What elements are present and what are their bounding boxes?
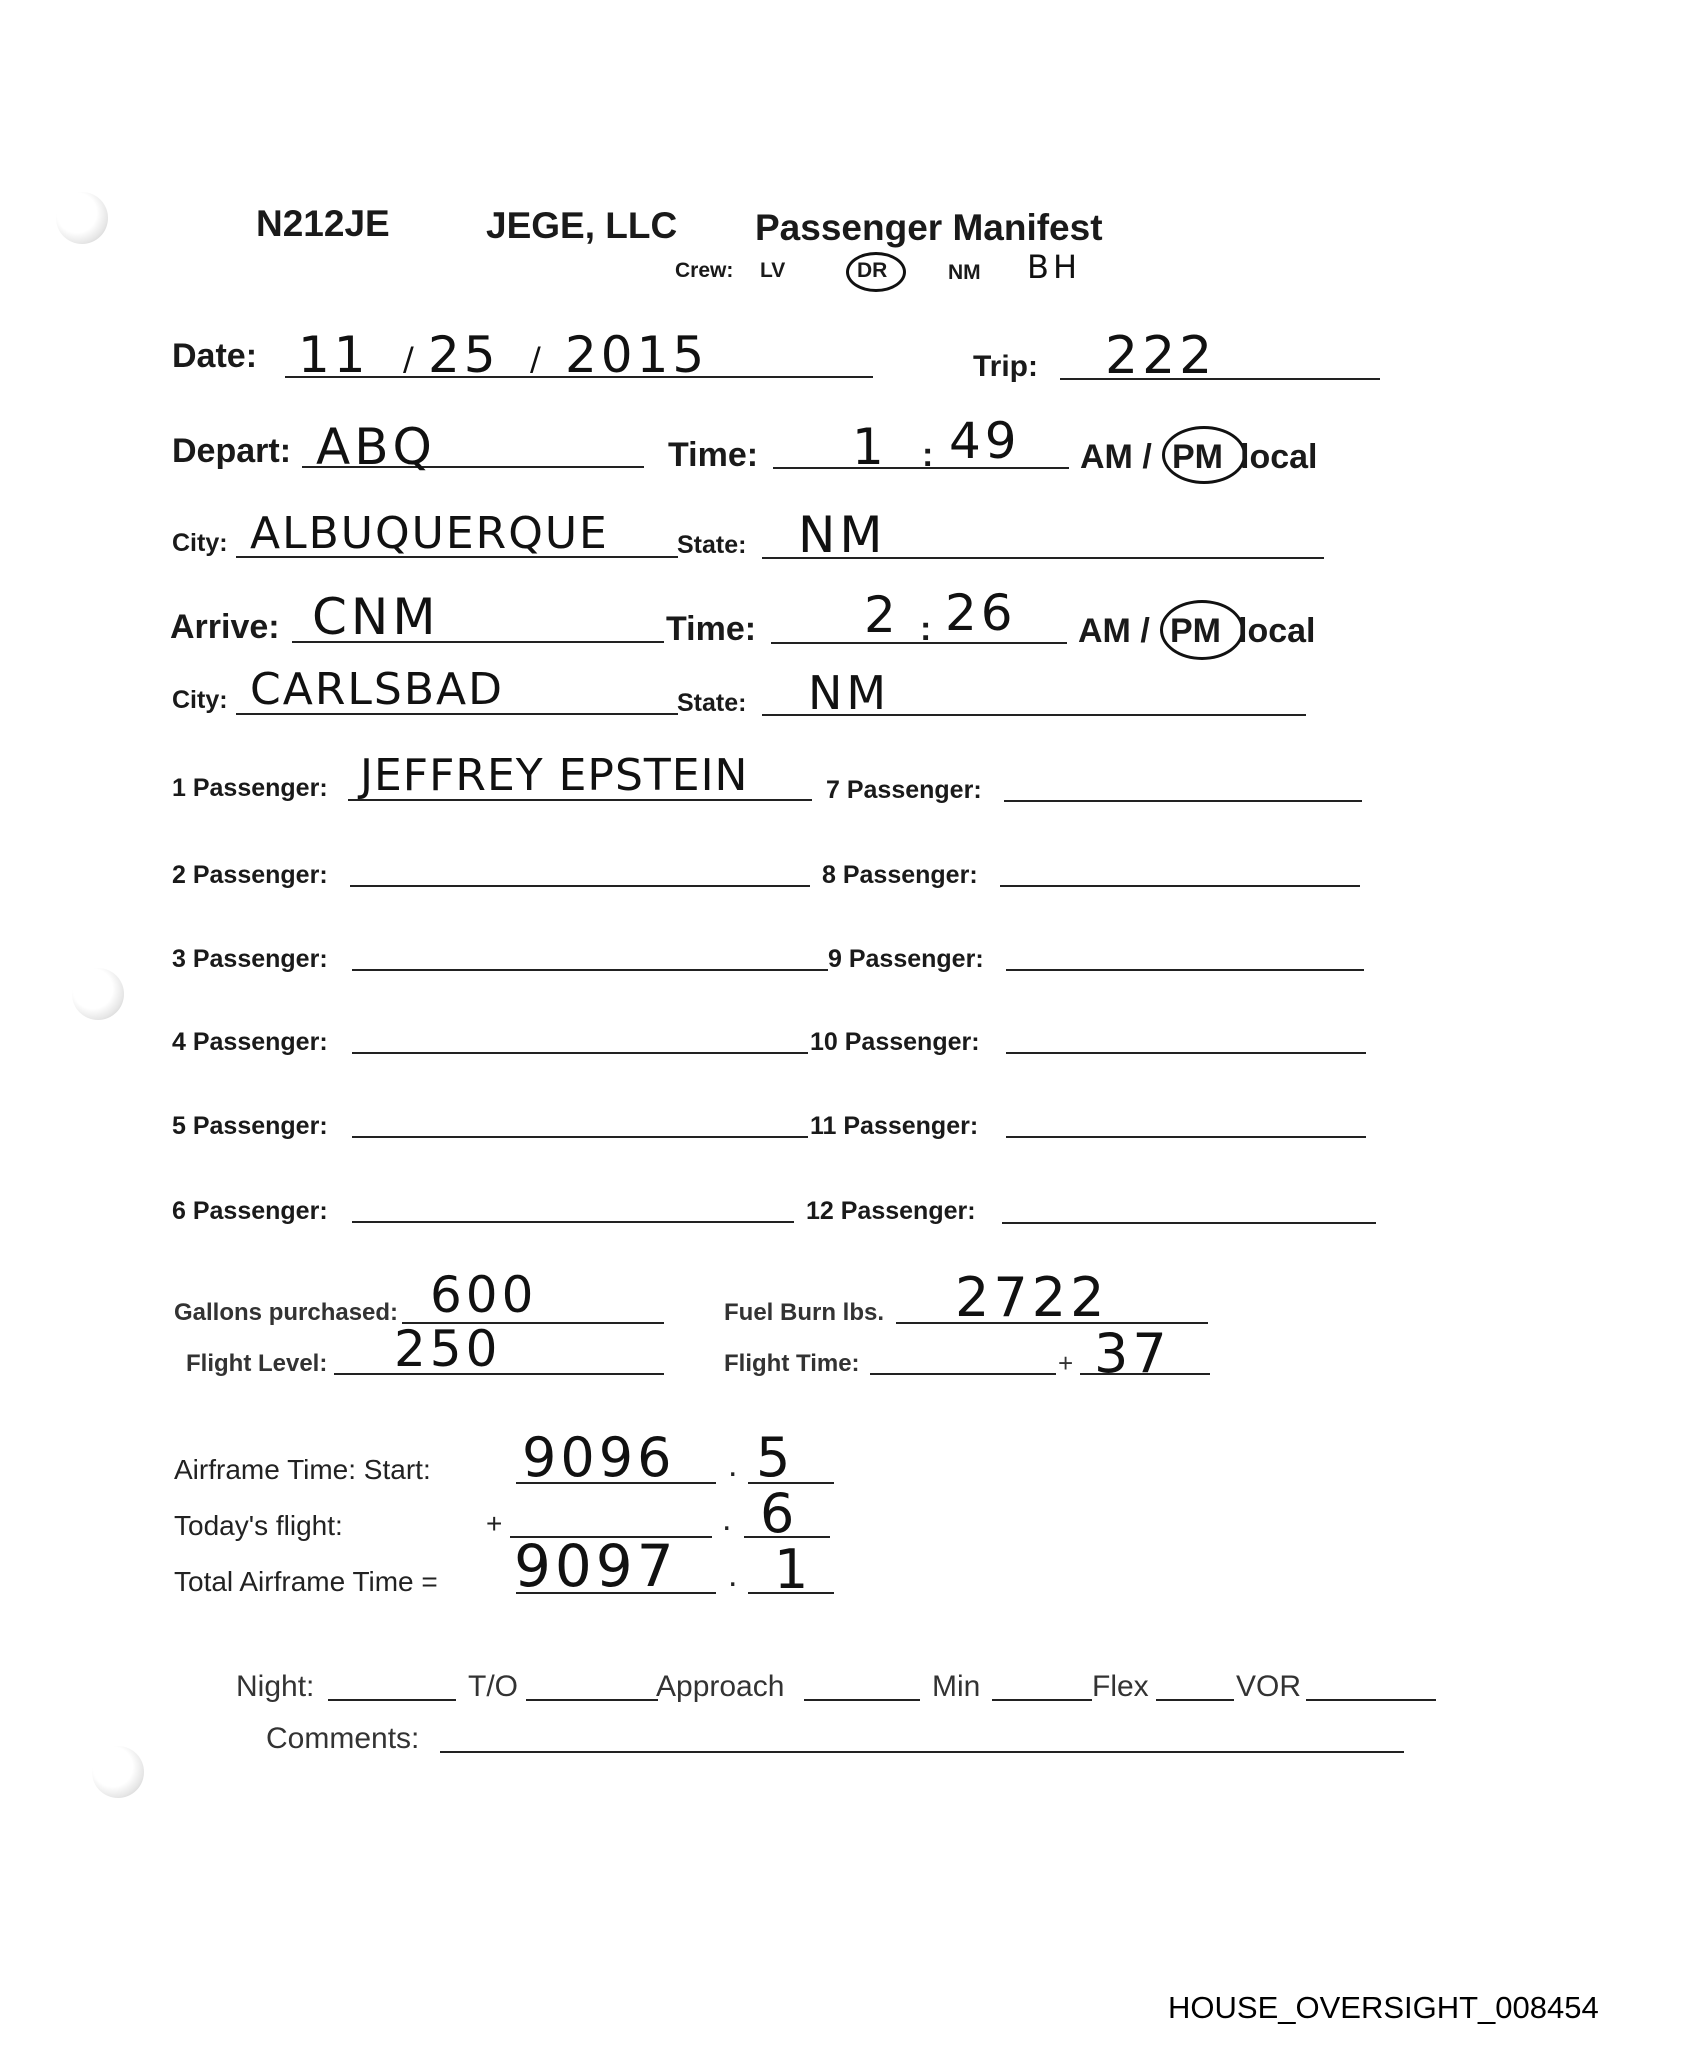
passenger-1-name: JEFFREY EPSTEIN [360, 750, 749, 801]
crew-handwritten: BH [1027, 248, 1082, 286]
depart-time-label: Time: [668, 436, 759, 474]
date-sep-1: / [403, 340, 418, 378]
passenger-9-line [1006, 969, 1364, 971]
todays-flight-tenths: 6 [760, 1482, 799, 1545]
passenger-4-line [352, 1052, 808, 1054]
depart-pm-circle [1162, 426, 1246, 484]
passenger-12-label: 12 Passenger: [806, 1197, 976, 1225]
date-label: Date: [172, 337, 258, 375]
arrive-label: Arrive: [170, 608, 280, 646]
date-month: 11 [298, 326, 370, 384]
crew-dr-circle [846, 252, 906, 292]
tail-number: N212JE [256, 203, 390, 244]
depart-minute: 49 [949, 412, 1021, 470]
min-line [992, 1699, 1092, 1701]
flight-time-line [870, 1373, 1056, 1375]
night-label: Night: [236, 1670, 315, 1703]
bates-number: HOUSE_OVERSIGHT_008454 [1168, 1990, 1599, 2025]
passenger-11-line [1006, 1136, 1366, 1138]
night-line [328, 1699, 456, 1701]
todays-flight-plus: + [486, 1508, 503, 1539]
date-year: 2015 [565, 326, 709, 384]
passenger-1-label: 1 Passenger: [172, 774, 328, 802]
depart-hour: 1 [852, 418, 888, 476]
arrive-hour: 2 [864, 586, 900, 644]
arrive-state-label: State: [677, 689, 747, 717]
arrive-local-label: local [1238, 612, 1316, 650]
flight-time-label: Flight Time: [724, 1350, 860, 1377]
flight-time-plus: + [1058, 1348, 1074, 1378]
arrive-time-line [771, 642, 1067, 644]
approach-label: Approach [656, 1670, 785, 1703]
to-label: T/O [468, 1670, 518, 1703]
fuel-burn-value: 2722 [955, 1266, 1109, 1329]
arrive-pm-label: PM [1170, 612, 1221, 650]
depart-time-colon: : [922, 436, 934, 474]
date-sep-2: / [530, 340, 545, 378]
flight-level-label: Flight Level: [186, 1350, 328, 1377]
fuel-burn-label: Fuel Burn lbs. [724, 1299, 885, 1326]
arrive-pm-circle [1160, 600, 1244, 660]
arrive-time-label: Time: [666, 610, 757, 648]
gallons-label: Gallons purchased: [174, 1299, 399, 1326]
passenger-6-line [352, 1221, 794, 1223]
depart-city-value: ALBUQUERQUE [250, 508, 609, 559]
arrive-airport: CNM [312, 588, 440, 646]
depart-state-label: State: [677, 531, 747, 559]
depart-city-label: City: [172, 529, 228, 557]
trip-value: 222 [1105, 326, 1217, 386]
crew-label: Crew: [675, 259, 734, 282]
airframe-start-label: Airframe Time: Start: [174, 1454, 431, 1485]
flight-time-value: 37 [1094, 1322, 1171, 1385]
airframe-start-decimal: . [728, 1446, 738, 1484]
depart-label: Depart: [172, 432, 292, 470]
min-label: Min [932, 1670, 981, 1703]
total-airframe-whole: 9097 [514, 1532, 678, 1600]
comments-line [440, 1751, 1404, 1753]
crew-lv: LV [760, 259, 786, 282]
arrive-city-label: City: [172, 686, 228, 714]
comments-label: Comments: [266, 1722, 420, 1755]
passenger-4-label: 4 Passenger: [172, 1028, 328, 1056]
passenger-10-line [1006, 1052, 1366, 1054]
passenger-10-label: 10 Passenger: [810, 1028, 980, 1056]
passenger-11-label: 11 Passenger: [810, 1112, 979, 1140]
depart-local-label: local [1240, 438, 1318, 476]
airframe-start-whole: 9096 [522, 1426, 676, 1489]
punch-hole-bottom [92, 1746, 144, 1798]
passenger-9-label: 9 Passenger: [828, 945, 984, 973]
passenger-12-line [1002, 1222, 1376, 1224]
vor-line [1306, 1699, 1436, 1701]
arrive-am-label: AM / [1078, 612, 1150, 650]
passenger-2-line [350, 885, 810, 887]
vor-label: VOR [1236, 1670, 1302, 1703]
todays-flight-label: Today's flight: [174, 1510, 343, 1541]
passenger-3-label: 3 Passenger: [172, 945, 328, 973]
gallons-value: 600 [430, 1266, 538, 1324]
passenger-2-label: 2 Passenger: [172, 861, 328, 889]
arrive-time-colon: : [920, 610, 932, 648]
arrive-minute: 26 [945, 584, 1017, 642]
depart-state-value: NM [798, 506, 887, 564]
passenger-7-line [1004, 800, 1362, 802]
passenger-3-line [352, 969, 828, 971]
approach-line [804, 1699, 920, 1701]
passenger-7-label: 7 Passenger: [826, 776, 982, 804]
flex-label: Flex [1092, 1670, 1149, 1703]
passenger-8-line [1000, 885, 1360, 887]
form-title: Passenger Manifest [755, 207, 1103, 248]
date-day: 25 [428, 326, 500, 384]
passenger-5-line [352, 1136, 808, 1138]
passenger-6-label: 6 Passenger: [172, 1197, 328, 1225]
flight-level-value: 250 [394, 1320, 502, 1378]
company-name: JEGE, LLC [486, 205, 678, 246]
flex-line [1156, 1699, 1234, 1701]
total-airframe-decimal: . [728, 1556, 738, 1594]
airframe-start-tenths: 5 [756, 1426, 795, 1489]
crew-dr: DR [857, 259, 888, 282]
todays-flight-decimal: . [722, 1500, 732, 1538]
punch-hole-middle [72, 968, 124, 1020]
arrive-state-value: NM [808, 666, 891, 720]
depart-airport: ABQ [316, 418, 436, 476]
punch-hole-top [56, 192, 108, 244]
crew-nm: NM [948, 261, 981, 284]
total-airframe-label: Total Airframe Time = [174, 1566, 438, 1597]
to-line [526, 1699, 658, 1701]
passenger-8-label: 8 Passenger: [822, 861, 978, 889]
depart-time-line [773, 467, 1069, 469]
depart-pm-label: PM [1172, 438, 1223, 476]
depart-am-label: AM / [1080, 438, 1152, 476]
passenger-5-label: 5 Passenger: [172, 1112, 328, 1140]
arrive-city-value: CARLSBAD [250, 664, 505, 715]
trip-label: Trip: [973, 350, 1038, 383]
total-airframe-tenths: 1 [774, 1538, 813, 1601]
